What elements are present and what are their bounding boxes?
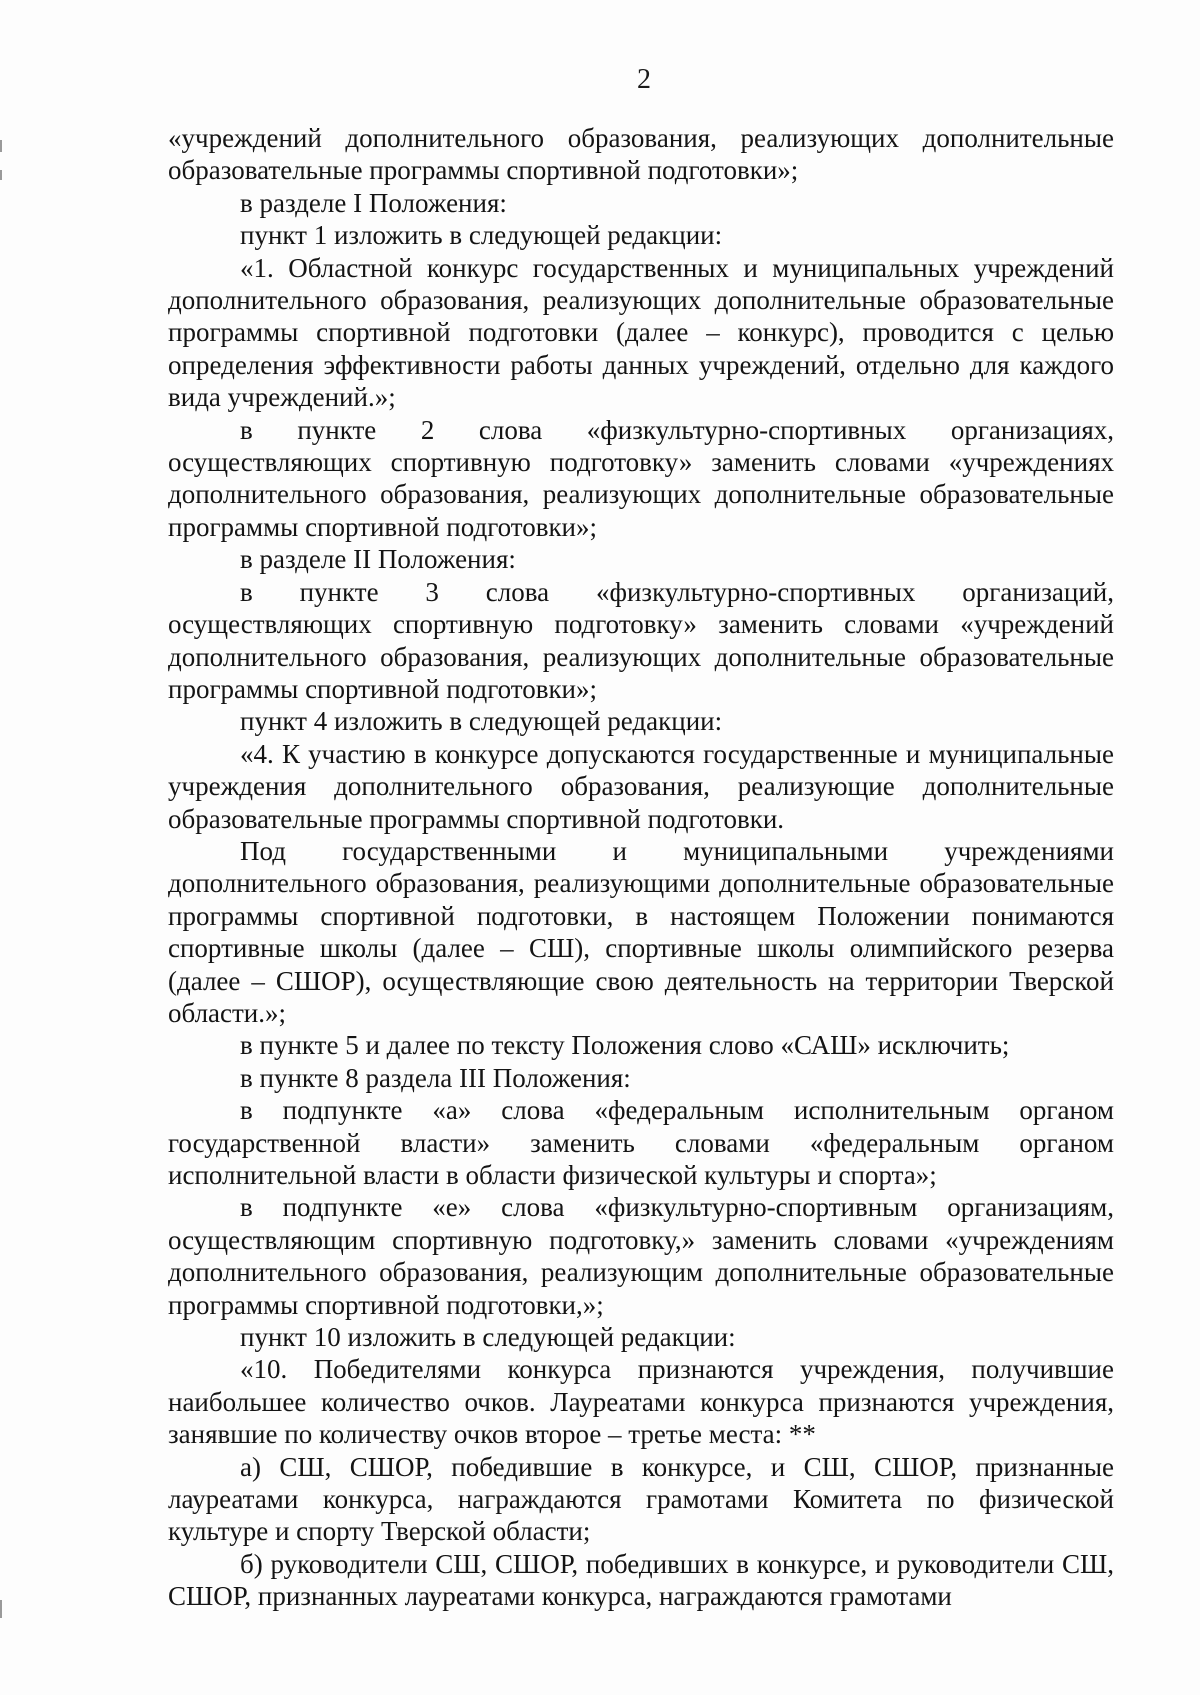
paragraph: Под государственными и муниципальными учреждениями дополнительного образования, реализующими дополнительные образовательные программы спортивной подготовки, в настоящем Положении понимаются спортивные школы (далее – СШ), спортивные школы олимпийского резерва (далее – СШОР), осуществляющие свою деятельность на территории Тверской области.»; (168, 835, 1114, 1028)
paragraph: в пункте 2 слова «физкультурно-спортивных организациях, осуществляющих спортивную подготовку» заменить словами «учреждениях дополнительного образования, реализующих дополнительные образовательные программы спортивной подготовки»; (168, 414, 1114, 542)
paragraph: в пункте 3 слова «физкультурно-спортивных организаций, осуществляющих спортивную подготовку» заменить словами «учреждений дополнительного образования, реализующих дополнительные образовательные программы спортивной подготовки»; (168, 576, 1114, 704)
paragraph: «10. Победителями конкурса признаются учреждения, получившие наибольшее количество очков. Лауреатами конкурса признаются учреждения, занявшие по количеству очков второе – третье места: ** (168, 1354, 1114, 1450)
paragraph: б) руководители СШ, СШОР, победивших в конкурсе, и руководители СШ, СШОР, признанных лауреатами конкурса, награждаются грамотами (168, 1548, 1114, 1612)
page-number: 2 (637, 64, 651, 95)
paragraph: «учреждений дополнительного образования, реализующих дополнительные образовательные программы спортивной подготовки»; (168, 123, 1114, 186)
scan-mark (0, 140, 2, 152)
paragraph: в разделе II Положения: (240, 544, 516, 575)
paragraph: «4. К участию в конкурсе допускаются государственные и муниципальные учреждения дополнительного образования, реализующие дополнительные образовательные программы спортивной подготовки. (168, 738, 1114, 834)
paragraph: «1. Областной конкурс государственных и муниципальных учреждений дополнительного образования, реализующих дополнительные образовательные программы спортивной подготовки (далее – конкурс), проводится с целью определения эффективности работы данных учреждений, отдельно для каждого вида учреждений.»; (168, 252, 1114, 413)
paragraph: в пункте 8 раздела III Положения: (240, 1062, 631, 1093)
paragraph: в разделе I Положения: (240, 187, 507, 218)
paragraph: пункт 4 изложить в следующей редакции: (240, 706, 723, 737)
paragraph: в пункте 5 и далее по тексту Положения слово «САШ» исключить; (240, 1030, 1010, 1061)
paragraph: в подпункте «е» слова «физкультурно-спортивным организациям, осуществляющим спортивную подготовку,» заменить словами «учреждениям дополнительного образования, реализующим дополнительные образовательные программы спортивной подготовки,»; (168, 1192, 1114, 1320)
scan-mark (0, 170, 2, 180)
paragraph: в подпункте «а» слова «федеральным исполнительным органом государственной власти» заменить словами «федеральным органом исполнительной власти в области физической культуры и спорта»; (168, 1095, 1114, 1190)
scan-mark (0, 1600, 2, 1618)
paragraph: а) СШ, СШОР, победившие в конкурсе, и СШ, СШОР, признанные лауреатами конкурса, награждаются грамотами Комитета по физической культуре и спорту Тверской области; (168, 1451, 1114, 1547)
paragraph: пункт 10 изложить в следующей редакции: (240, 1322, 736, 1353)
document-body (168, 122, 1114, 1613)
paragraph: пункт 1 изложить в следующей редакции: (240, 220, 723, 251)
